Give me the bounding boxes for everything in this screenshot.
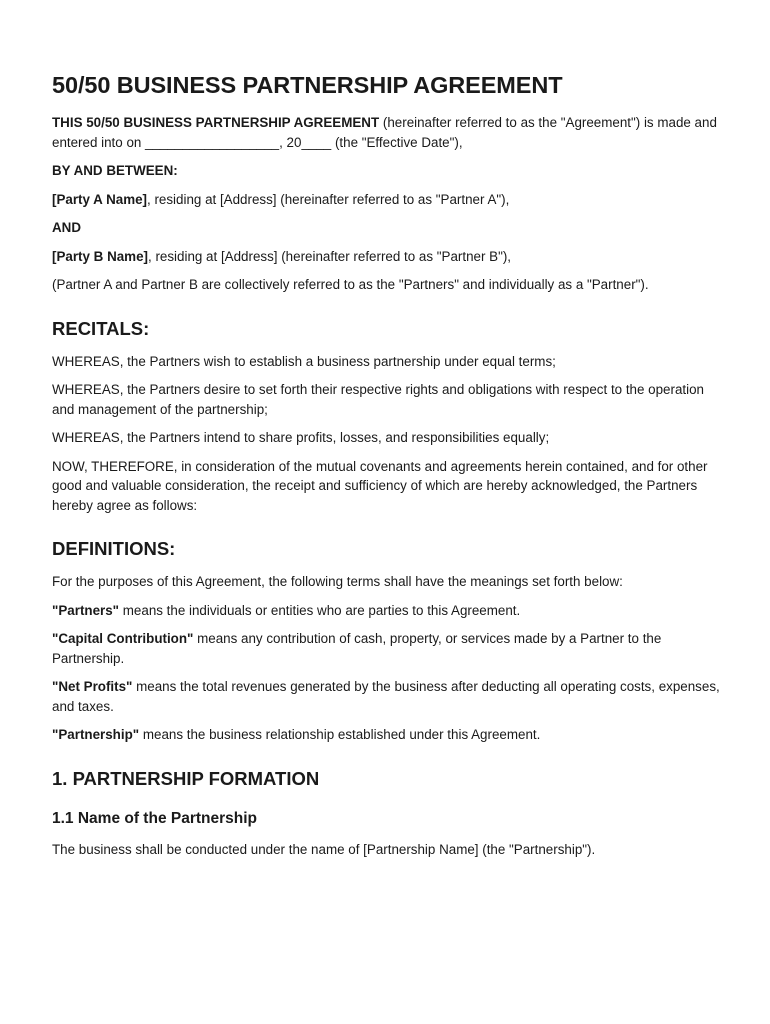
definition-text: means the individuals or entities who are parties to this Agreement.	[119, 602, 521, 618]
and-label: AND	[52, 220, 82, 235]
section-1-heading: 1. PARTNERSHIP FORMATION	[52, 767, 320, 789]
recitals-heading: RECITALS:	[52, 317, 150, 339]
recital-item: WHEREAS, the Partners desire to set forth their respective rights and obligations with respect to the operation and management of the partnership;	[52, 382, 705, 417]
definition-text: means the business relationship established under this Agreement.	[139, 727, 541, 742]
between-label: BY AND BETWEEN:	[52, 163, 178, 178]
intro-text: (hereinafter referred to as the "Agreement") is made and entered into on __________________, 20____ (the "Effective Date"),	[52, 115, 717, 150]
recital-item: WHEREAS, the Partners wish to establish a business partnership under equal terms;	[52, 353, 556, 369]
party-b-paragraph	[52, 247, 722, 267]
party-b-text: , residing at [Address] (hereinafter referred to as "Partner B"),	[148, 248, 512, 264]
definition-item	[52, 677, 722, 716]
definition-item	[52, 601, 722, 621]
definition-term: "Partners"	[52, 602, 120, 618]
section-1-1-text: The business shall be conducted under the name of [Partnership Name] (the "Partnership").	[52, 841, 596, 857]
document-page	[52, 70, 722, 868]
party-a-text: , residing at [Address] (hereinafter referred to as "Partner A"),	[147, 191, 510, 207]
recital-item: WHEREAS, the Partners intend to share profits, losses, and responsibilities equally;	[52, 430, 550, 445]
collective-paragraph: (Partner A and Partner B are collectively referred to as the "Partners" and individually as a "Partner").	[52, 277, 649, 292]
section-1-1-heading: 1.1 Name of the Partnership	[52, 809, 258, 827]
definitions-heading: DEFINITIONS:	[52, 538, 176, 559]
party-b-name: [Party B Name]	[52, 248, 148, 264]
party-a-paragraph	[52, 190, 722, 210]
definitions-intro: For the purposes of this Agreement, the following terms shall have the meanings set forth below:	[52, 574, 623, 589]
party-a-name: [Party A Name]	[52, 191, 148, 207]
definition-term: "Net Profits"	[52, 679, 133, 694]
definition-text: means any contribution of cash, property, or services made by a Partner to the Partnership.	[52, 631, 662, 666]
definition-term: "Capital Contribution"	[52, 631, 194, 646]
recital-item: NOW, THEREFORE, in consideration of the mutual covenants and agreements herein contained, and for other good and valuable consideration, the receipt and sufficiency of which are hereby acknowledged, the Partners hereby agree as follows:	[52, 458, 708, 513]
definition-item	[52, 629, 722, 668]
intro-paragraph	[52, 113, 722, 152]
document-title: 50/50 BUSINESS PARTNERSHIP AGREEMENT	[52, 72, 563, 98]
definition-text: means the total revenues generated by the business after deducting all operating costs, expenses, and taxes.	[52, 679, 720, 714]
definition-term: "Partnership"	[52, 727, 140, 742]
definition-item	[52, 725, 722, 745]
intro-bold-title: THIS 50/50 BUSINESS PARTNERSHIP AGREEMENT	[52, 115, 380, 130]
